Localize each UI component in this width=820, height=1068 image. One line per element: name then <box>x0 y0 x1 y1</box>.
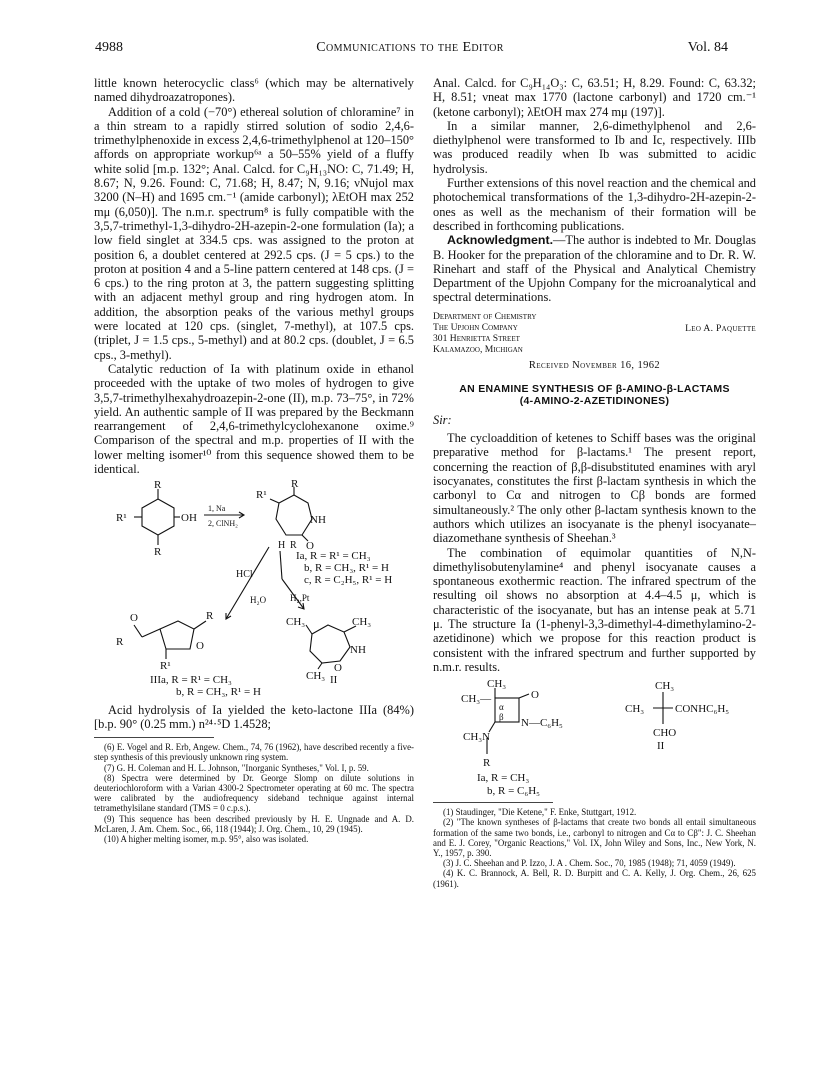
article-title-line2: (4-AMINO-2-AZETIDINONES) <box>519 394 670 407</box>
scheme2-alpha: α <box>499 702 504 713</box>
scheme1-h: H <box>278 540 286 552</box>
affiliation-line: The Upjohn Company <box>433 321 518 333</box>
affiliation-line: 301 Henrietta Street <box>433 333 520 345</box>
cycloaddition-paragraph: The cycloaddition of ketenes to Schiff bases was the original preparative method for β-lactams.¹ The present report, concerning the reaction of β,β-disubstituted enamines with aryl isocyanates, constitutes the first β-lactam synthesis in which the carbonyl to Cα and nitrogen to Cβ bonds are formed simultaneously.² The only other β-lactam synthesis known to the authors which utilizes an isocyanate is the phenyl isocyanate–diazomethane synthesis of Sheehan.³ <box>433 431 756 546</box>
scheme2-ib: b, R = C₆H₅ <box>487 785 540 797</box>
lactone-ring <box>160 621 194 649</box>
affiliation-block <box>433 311 756 356</box>
received-date: Received November 16, 1962 <box>528 359 661 371</box>
article-title-line1: AN ENAMINE SYNTHESIS OF β-AMINO-β-LACTAMS <box>459 382 730 395</box>
scheme1-step2: 2, ClNH₂ <box>208 519 238 529</box>
footnote-rule-right <box>433 802 553 803</box>
author-name: Leo A. Paquette <box>685 322 756 334</box>
footnote: (3) J. C. Sheehan and P. Izzo, J. A . Chem. Soc., 70, 1985 (1948); 71, 4059 (1949). <box>443 858 736 869</box>
scheme2-conh: CONHC₆H₅ <box>675 703 730 716</box>
scheme1-hcl: HCl <box>236 569 253 581</box>
left-paragraph-2: Addition of a cold (−70°) ethereal solution of chloramine⁷ in a thin stream to a rapidly stirred solution of sodio 2,4,6-trimethylphenoxide in excess 2,4,6-trimethylphenol at 120–150° affords on appropriate workup⁶ᵃ a 50–55% yield of a fluffy white solid [m.p. 132°; Anal. Calcd. for C₉H₁₃NO: C, 71.49; H, 8.67; N, 9.26. Found: C, 71.68; H, 8.47; N, 9.16; νNujol max 3200 (N–H) and 1695 cm.⁻¹ (amide carbonyl); λEtOH max 252 mμ (6,050)]. The n.m.r. spectrum⁸ is fully compatible with the 3,5,7-trimethyl-1,3-dihydro-2H-azepin-2-one formulation (Ia); a low field singlet at 334.5 cps. was assigned to the proton at position 6, a doublet centered at 292.5 cps. (J = 5 cps.) to the proton at position 4 and a 5-line pattern centered at 148 cps. (J = 6 cps.) to the ring proton at 3, the pattern suggesting splitting with an adjacent methyl group and ring hydrogen atom. In addition, the absorption peaks of the various methyl groups were located at 120 cps. (singlet, 7-methyl), at 107.5 cps. (triplet, J = 1.5 cps., 5-methyl) and at 80.2 cps. (doublet, J = 6.5 cps., 3-methyl). <box>94 104 414 362</box>
scheme1-o-lactone: O <box>196 640 204 653</box>
scheme1-ib: b, R = CH₃, R¹ = H <box>304 562 389 575</box>
scheme1-iiib: b, R = CH₃, R¹ = H <box>176 686 261 699</box>
footnote: (6) E. Vogel and R. Erb, Angew. Chem., 74, 76 (1962), have described recently a five-step synthesis of this previously unknown ring system. <box>94 742 414 763</box>
scheme1-r1-lactone: R¹ <box>160 660 171 673</box>
scheme1-ch3-c: CH₃ <box>306 670 326 683</box>
scheme1-r-left: R <box>116 636 124 649</box>
running-header <box>0 40 820 60</box>
affiliation-line: Kalamazoo, Michigan <box>433 344 523 356</box>
scheme1-r1-ring: R¹ <box>256 489 267 502</box>
scheme1-step1: 1, Na <box>208 504 226 514</box>
azepinone-ring <box>276 495 312 535</box>
left-column <box>94 76 414 844</box>
reaction-scheme-2 <box>433 678 756 796</box>
scheme1-r-bottom: R <box>154 546 162 559</box>
acknowledgment-paragraph <box>433 233 756 304</box>
scheme2-ch3n: CH₃N <box>463 731 491 744</box>
scheme2-cho: CHO <box>653 727 677 740</box>
lactam-ring <box>310 625 350 663</box>
scheme1-r1: R¹ <box>116 512 127 525</box>
further-paragraph: Further extensions of this novel reaction and the chemical and photochemical transformations of the 1,3-dihydro-2H-azepin-2-ones as well as the mechanism of their formation will be described in forthcoming publications. <box>433 176 756 233</box>
right-column <box>433 76 756 889</box>
scheme2-r: R <box>483 757 491 770</box>
scheme2-ii: II <box>657 740 665 753</box>
scheme2-ch3-ii-left: CH₃ <box>625 703 645 716</box>
scheme2-ch3-top: CH₃ <box>487 678 507 691</box>
page-number: 4988 <box>95 40 123 55</box>
salutation: Sir: <box>433 412 452 427</box>
scheme2-ia: Ia, R = CH₃ <box>477 772 530 785</box>
scheme1-r-ring: R <box>291 479 299 491</box>
scheme1-r-top: R <box>154 479 162 492</box>
anal-paragraph: Anal. Calcd. for C₉H₁₄O₃: C, 63.51; H, 8.29. Found: C, 63.32; H, 8.51; νneat max 1770 (lactone carbonyl) and 1720 cm.⁻¹ (ketone carbonyl); λEtOH max 274 mμ (197)]. <box>433 76 756 119</box>
scheme2-o: O <box>531 689 539 702</box>
volume-label: Vol. 84 <box>687 40 728 55</box>
left-footnotes <box>94 742 414 844</box>
reaction-scheme-1 <box>94 479 414 685</box>
scheme1-ch3-b: CH₃ <box>352 616 372 629</box>
scheme2-nc6h5: N—C₆H₅ <box>521 717 563 730</box>
scheme1-o-ketone: O <box>130 612 138 625</box>
footnote: (1) Staudinger, "Die Ketene," F. Enke, Stuttgart, 1912. <box>443 807 637 818</box>
scheme1-h2o: H₂O <box>250 595 267 606</box>
left-paragraph-4: Acid hydrolysis of Ia yielded the keto-lactone IIIa (84%) [b.p. 90° (0.25 mm.) n²⁴·⁵D 1.4528; <box>94 702 414 731</box>
scheme1-h2pt: H₂,Pt <box>290 593 310 604</box>
scheme2-ch3dash: CH₃— <box>461 693 492 706</box>
scheme1-r-lactone: R <box>206 610 214 623</box>
scheme1-nh-ii: NH <box>350 644 366 657</box>
scheme1-iiia: IIIa, R = R¹ = CH₃ <box>150 674 232 686</box>
scheme1-ii: II <box>330 674 338 686</box>
running-title: Communications to the Editor <box>316 40 504 55</box>
scheme1-o: O <box>306 540 314 553</box>
scheme1-ic: c, R = C₂H₅, R¹ = H <box>304 574 393 587</box>
footnote: (7) G. H. Coleman and H. L. Johnson, "Inorganic Syntheses," Vol. I, p. 59. <box>104 762 369 773</box>
footnote: (8) Spectra were determined by Dr. George Slomp on dilute solutions in deuteriochloroform with a Varian 4300-2 Spectrometer operating at 60 mc. The spectra were calibrated by the audiofrequency sideband technique against internal tetramethylsilane standard (TMS = 0 c.p.s.). <box>94 772 414 814</box>
combination-paragraph: The combination of equimolar quantities of N,N-dimethylisobutenylamine⁴ and phenyl isocyanate causes a spontaneous exothermic reaction. The infrared spectrum of the resulting oil shows no absorption at 4.4–4.5 μ, which is characteristic of the isocyanate, but has an intense peak at 5.71 μ. The structure Ia (1-phenyl-3,3-dimethyl-4-dimethylamino-2-azetidinone) which we propose for this reaction product is consistent with the infrared spectrum and further supported by n.m.r. results. <box>433 545 756 674</box>
acknowledgment-text: —The author is indebted to Mr. Douglas B. Hooker for the preparation of the chloramine and to Dr. R. W. Rinehart and staff of the Physical and Analytical Chemistry Department of the Upjohn Company for the microanalytical and spectral determinations. <box>433 233 756 305</box>
scheme1-ia: Ia, R = R¹ = CH₃ <box>296 550 371 563</box>
article-title <box>433 383 756 407</box>
footnote: (10) A higher melting isomer, m.p. 95°, also was isolated. <box>104 834 309 845</box>
left-paragraph-1: little known heterocyclic class⁶ (which may be alternatively named dihydroazatropones). <box>94 76 414 105</box>
acknowledgment-label: Acknowledgment. <box>447 233 554 248</box>
scheme1-r-h: R <box>290 540 297 552</box>
scheme1-nh: NH <box>310 514 326 527</box>
scheme2-ch3-ii-top: CH₃ <box>655 680 675 693</box>
scheme2-beta: β <box>499 712 504 723</box>
scheme1-ch3-a: CH₃ <box>286 616 306 629</box>
scheme1-o-ii: O <box>334 662 342 675</box>
scheme1-oh: OH <box>181 512 197 525</box>
footnote: (4) K. C. Brannock, A. Bell, R. D. Burpitt and C. A. Kelly, J. Org. Chem., 26, 625 (1961). <box>433 868 756 889</box>
footnote-rule <box>94 737 214 738</box>
left-paragraph-3: Catalytic reduction of Ia with platinum oxide in ethanol proceeded with the uptake of two moles of hydrogen to give 3,5,7-trimethylhexahydroazepin-2-one (II), m.p. 73–75°, in 72% yield. An authentic sample of II was prepared by the Beckmann rearrangement of 2,4,6-trimethylcyclohexanone oxime.⁹ Comparison of the spectral and m.p. properties of II with the lower melting isomer¹⁰ from this sequence showed them to be identical. <box>94 361 414 477</box>
similar-paragraph: In a similar manner, 2,6-dimethylphenol and 2,6-diethylphenol were transformed to Ib and Ic, respectively. IIIb was produced readily when Ib was submitted to acidic hydrolysis. <box>433 118 756 176</box>
affiliation-line: Department of Chemistry <box>433 310 537 322</box>
footnote: (9) This sequence has been described previously by H. E. Ungnade and A. D. McLaren, J. Am. Chem. Soc., 66, 118 (1944); J. Org. Chem., 10, 29 (1945). <box>94 813 414 834</box>
footnote: (2) "The known syntheses of β-lactams that create two bonds all entail simultaneous formation of the same two bonds, i.e., carbonyl to nitrogen and Cα to Cβ": J. C. Sheehan and E. J. Corey, "Organic Reactions," Vol. IX, John Wiley and Sons, Inc., New York, N. Y., 1957, p. 390. <box>433 817 756 859</box>
phenol-ring <box>142 499 174 535</box>
right-footnotes <box>433 807 756 889</box>
